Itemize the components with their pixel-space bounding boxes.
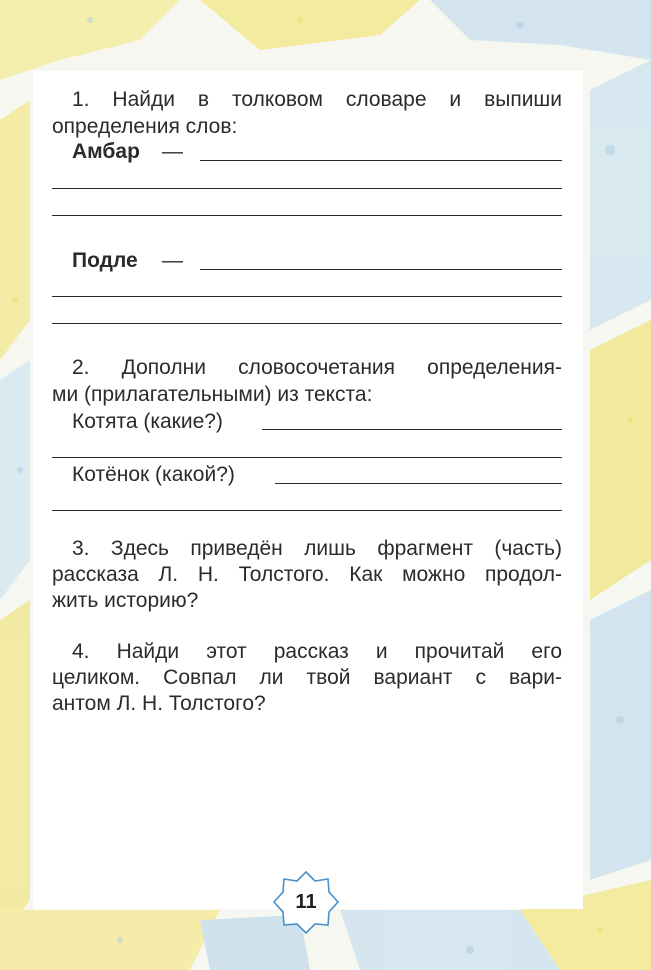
task1-instruction-line2: определения слов: (52, 115, 238, 138)
phrase-kotenok: Котёнок (какой?) (72, 463, 235, 486)
task1-instruction-line1: 1. Найди в толковом словаре и выпиши (72, 88, 562, 111)
answer-line[interactable] (52, 457, 562, 458)
task4-line3: антом Л. Н. Толстого? (52, 692, 266, 715)
task4-line1: 4. Найди этот рассказ и прочитай его (72, 640, 562, 663)
dash: — (162, 249, 183, 272)
answer-line[interactable] (262, 429, 562, 430)
page-number-badge (272, 869, 340, 937)
answer-line[interactable] (52, 296, 562, 297)
dash: — (162, 140, 183, 163)
task3-line2: рассказа Л. Н. Толстого. Как можно продол- (52, 563, 562, 586)
answer-line[interactable] (52, 188, 562, 189)
answer-line[interactable] (200, 269, 562, 270)
task3-line1: 3. Здесь приведён лишь фрагмент (часть) (72, 537, 562, 560)
word-podle: Подле (72, 249, 138, 272)
answer-line[interactable] (52, 510, 562, 511)
task2-instruction-line2: ми (прилагательными) из текста: (52, 383, 373, 406)
task4-line2: целиком. Совпал ли твой вариант с вари- (52, 666, 562, 689)
answer-line[interactable] (275, 483, 562, 484)
task2-instruction-line1: 2. Дополни словосочетания определения- (72, 356, 562, 379)
answer-line[interactable] (52, 215, 562, 216)
phrase-kotyata: Котята (какие?) (72, 410, 223, 433)
task3-line3: жить историю? (52, 589, 199, 612)
word-ambar: Амбар (72, 140, 140, 163)
answer-line[interactable] (52, 323, 562, 324)
page-number: 11 (295, 891, 317, 913)
answer-line[interactable] (200, 160, 562, 161)
worksheet-page (33, 71, 583, 909)
